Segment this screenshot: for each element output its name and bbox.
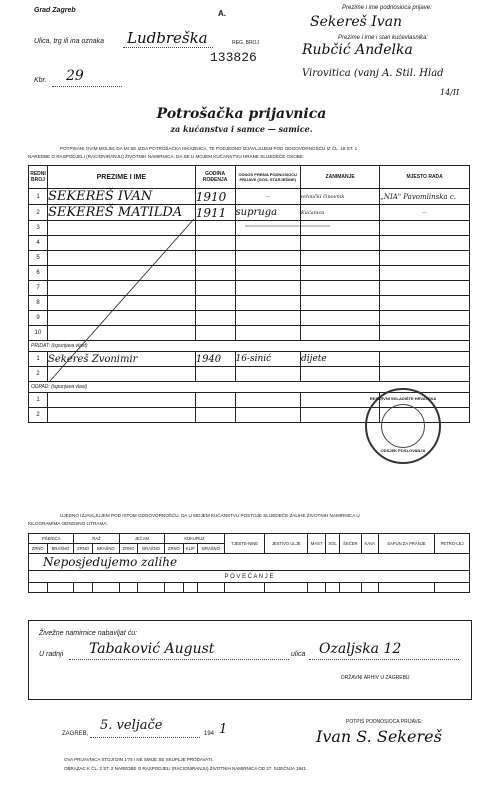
supplies-intro-1: UJEDNO IZJAVLJUJEM POD ISTOM ODGOVORNOŠĆU, DA U MOJEM KUĆANSTVU POSTOJE SLIJEDEĆE ZALIHE ŽIVOTNIH NAMIRNICA U xyxy=(60,513,360,518)
subcol: BRAŠNO xyxy=(198,544,225,554)
row-year: 1911 xyxy=(195,205,235,221)
col-relation-header: ODNOS PREMA PODNOSIOCU PRIJAVE (GOS. STARJEŠINE) xyxy=(235,166,301,189)
row-relation: supruga xyxy=(235,205,301,221)
row-number: 4 xyxy=(29,236,48,251)
reg-number-label: REG. BROJ xyxy=(232,40,259,46)
departure-label: ODPAD: (ispunjava vlast) xyxy=(29,382,470,393)
subcol: KLIP xyxy=(183,544,198,554)
stamp-inner-ring xyxy=(381,404,425,448)
subcol: ZRNO xyxy=(74,544,93,554)
row-number: 7 xyxy=(29,281,48,296)
street-value: Ludbreška xyxy=(127,29,208,47)
row-job: tehnički činovnik xyxy=(301,189,380,205)
cancel-slash-members xyxy=(46,217,198,383)
shop-value: Tabaković August xyxy=(89,641,215,657)
row-number: 1 xyxy=(29,352,48,367)
owner-address-number: 14/II xyxy=(440,88,460,97)
row-job: Kućanica xyxy=(301,205,380,221)
intro-line-2: NAREDBE O RASPODJELI (RACIONIRANJU) ŽIVOTNIH NAMIRNICA, DA SE U MOJEM KUĆANSTVU HRANE SLIJEDEĆE OSOBE: xyxy=(28,154,305,159)
row-name: Sekereš Zvonimir xyxy=(47,352,195,367)
stamp-text-top: REZERVNI SKLADIŠTE HRVATSKA xyxy=(369,396,437,401)
supplies-values-cell xyxy=(29,554,470,571)
footer-note-2: OBRAZAC K ČL. 2 ST. 2 NAREDBE O RASPODJELI (RACIONIRANJU) ŽIVOTNIH NAMIRNICA OD 27. SIJEČNJA 1941. xyxy=(64,766,308,771)
row-number: 2 xyxy=(29,205,48,221)
stamp-text-bottom: ODSJEK POSLOVANJA xyxy=(380,448,426,453)
row-relation: 16-sinić xyxy=(235,352,301,367)
purchase-box xyxy=(28,620,472,700)
supplies-values-row xyxy=(29,554,470,571)
owner-name: Rubčić Anđelka xyxy=(302,42,413,58)
purchase-street-label: ulica xyxy=(291,651,306,658)
supplies-intro-2: KILOGRAMIMA ODNOSNO LITRAMA: xyxy=(28,521,108,526)
row-number: 1 xyxy=(29,393,48,408)
group-soap: SAPUN ZA PRANJE xyxy=(378,534,435,554)
row-name: SEKEREŠ MATILDA xyxy=(47,205,195,221)
official-stamp xyxy=(365,388,441,464)
group-salt: SOL xyxy=(326,534,340,554)
cancel-line-row2 xyxy=(30,200,470,230)
footer-year-label: 194 xyxy=(204,731,215,737)
supplies-table xyxy=(28,533,470,593)
row-number: 9 xyxy=(29,311,48,326)
row-number: 2 xyxy=(29,408,48,423)
house-underline xyxy=(52,86,122,87)
supplies-increase-row xyxy=(29,571,470,583)
form-title: Potrošačka prijavnica xyxy=(156,106,327,122)
archive-label: DRŽAVNI ARHIV U ZAGREBU xyxy=(341,675,410,681)
group-sugar: ŠEĆER xyxy=(339,534,361,554)
shop-label: U radnji xyxy=(39,651,64,658)
row-year: 1910 xyxy=(195,189,235,205)
city-label: Grad Zagreb xyxy=(34,7,76,14)
signature-label: POTPIS PODNOSIOCA PRIJAVE: xyxy=(346,719,423,725)
purchase-street-underline xyxy=(309,659,459,660)
group-petroleum: PETRO-LEJ xyxy=(435,534,470,554)
row-number: 3 xyxy=(29,221,48,236)
footer-year-value: 1 xyxy=(219,722,228,737)
row-job: dijete xyxy=(301,352,380,367)
street-underline xyxy=(123,47,213,48)
row-number: 5 xyxy=(29,251,48,266)
footer-date: 5. veljače xyxy=(100,718,163,733)
owner-label: Prezime i ime i stan kućevlasnika: xyxy=(338,35,429,41)
subcol: BRAŠNO xyxy=(92,544,119,554)
applicant-label: Prezime i ime podnosioca prijave: xyxy=(342,5,432,11)
supplies-group-row xyxy=(29,534,470,544)
subcol: ZRNO xyxy=(165,544,184,554)
row-number: 6 xyxy=(29,266,48,281)
form-letter: A. xyxy=(218,9,226,18)
col-number-header: REDNI BROJ xyxy=(29,166,48,189)
group-coffee: KAVA xyxy=(361,534,378,554)
street-label: Ulica, trg ili ina oznaka xyxy=(34,38,105,45)
applicant-value: Sekereš Ivan xyxy=(310,14,403,30)
footer-note-1: OVA PRIJAVNICA STOJI DIN 1'75 I NE SMIJE SE SKUPLJE PRODAVATI. xyxy=(64,757,214,762)
subcol: ZRNO xyxy=(119,544,138,554)
group-wheat: PŠENICA xyxy=(29,534,74,544)
row-relation: — xyxy=(235,189,301,205)
col-job-header: ZANIMANJE xyxy=(301,166,380,189)
intro-line-1: POTPISANI OVIM MOLIM, DA MI SE IZDA POTROŠAČKA ISKAZNICA, TE PODJEDNO IZJAVLJUJEM POD ODGOVORNOŠĆU IZ ČL. 18 ST. 1 xyxy=(60,146,358,151)
form-subtitle: za kućanstva i samce — samice. xyxy=(170,124,313,134)
purchase-label: Živežne namirnice nabavljat ću: xyxy=(39,630,138,637)
group-lard: MAST xyxy=(308,534,326,554)
group-corn: KUKURUZ xyxy=(165,534,225,544)
footer-place: ZAGREB, xyxy=(62,731,89,737)
date-underline xyxy=(90,737,200,738)
col-work-header: MJESTO RADA xyxy=(380,166,470,189)
group-oil: JESTIVO ULJE xyxy=(265,534,308,554)
owner-address: Virovitica (vanj A. Stil. Hlad xyxy=(302,68,444,79)
signature-value: Ivan S. Sekereš xyxy=(316,727,442,746)
supplies-handwritten: Neposjedujemo zalihe xyxy=(43,555,178,569)
supplies-blank-row xyxy=(29,583,470,593)
row-year: 1940 xyxy=(195,352,235,367)
subcol: BRAŠNO xyxy=(138,544,165,554)
group-pasta: TJESTE-NINE xyxy=(224,534,264,554)
row-work: — xyxy=(380,205,470,221)
house-number-label: Kbr. xyxy=(34,77,47,84)
row-number: 10 xyxy=(29,326,48,341)
row-number: 2 xyxy=(29,367,48,382)
supplies-increase-label: P O V E Ć A N J E xyxy=(29,571,470,583)
arrival-label: PRIDAT: (ispunjava vlast) xyxy=(29,341,470,352)
group-rye: RAŽ xyxy=(74,534,119,544)
table-header xyxy=(29,166,470,189)
row-number: 8 xyxy=(29,296,48,311)
col-name-header: PREZIME I IME xyxy=(47,166,195,189)
group-barley: JEČAM xyxy=(119,534,164,544)
col-year-header: GODINA ROĐENJA xyxy=(195,166,235,189)
subcol: BRAŠNO xyxy=(47,544,74,554)
purchase-street-value: Ozaljska 12 xyxy=(319,641,402,657)
subcol: ZRNO xyxy=(29,544,48,554)
row-number: 1 xyxy=(29,189,48,205)
row-work: „NIA" Pavomlinska c. xyxy=(380,189,470,205)
reg-number: 133826 xyxy=(210,50,257,65)
row-name: SEKEREŠ IVAN xyxy=(47,189,195,205)
shop-underline xyxy=(69,659,289,660)
house-number-value: 29 xyxy=(66,68,84,84)
